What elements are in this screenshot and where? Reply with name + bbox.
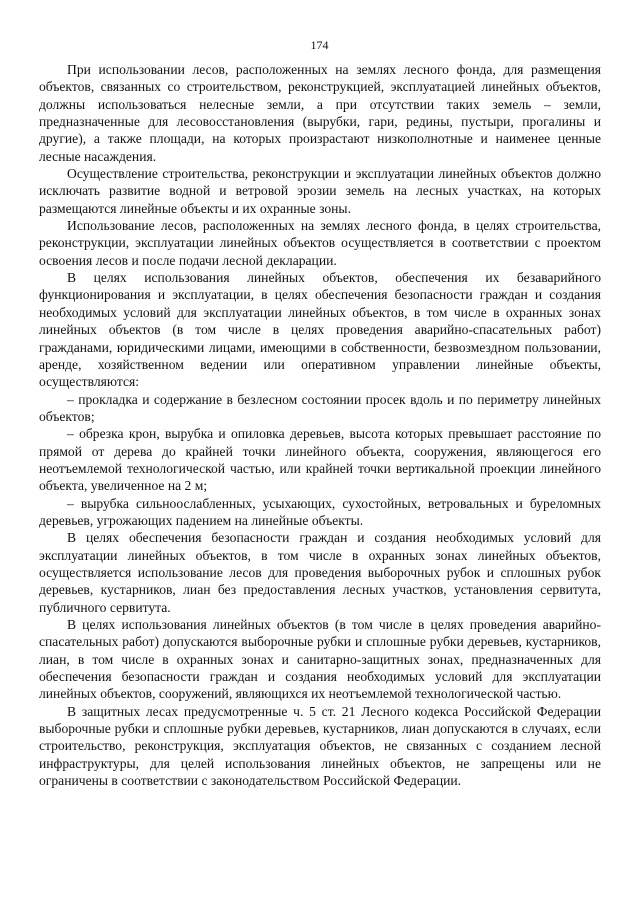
list-item: – прокладка и содержание в безлесном состоянии просек вдоль и по периметру линейных объектов; bbox=[39, 391, 601, 424]
paragraph: В защитных лесах предусмотренные ч. 5 ст. 21 Лесного кодекса Российской Федерации выборочные рубки и сплошные рубки деревьев, кустарников, лиан допускаются в случаях, если строительство, реконструкция, эксплуатация объектов, не связанных с созданием лесной инфраструктуры, для целей использования линейных объектов, не запрещены или не ограничены в соответствии с законодательством Российской Федерации. bbox=[39, 703, 601, 789]
paragraph: В целях использования линейных объектов (в том числе в целях проведения аварийно-спасательных работ) допускаются выборочные рубки и сплошные рубки деревьев, кустарников, лиан, в том числе в охранных зонах и санитарно-защитных зонах, предназначенных для обеспечения безопасности граждан и создания необходимых условий для эксплуатации линейных объектов, сооружений, являющихся их неотъемлемой технологической частью. bbox=[39, 617, 601, 702]
paragraph: В целях использования линейных объектов, обеспечения их безаварийного функционирования и эксплуатации, в целях обеспечения безопасности граждан и создания необходимых условий для эксплуатации линейных объектов, в том числе в охранных зонах линейных объектов (в том числе в целях проведения аварийно-спасательных работ) гражданами, юридическими лицами, имеющими в собственности, безвозмездном пользовании, аренде, хозяйственном ведении или оперативном управлении линейные объекты, осуществляются: bbox=[39, 270, 601, 390]
paragraph: Осуществление строительства, реконструкции и эксплуатации линейных объектов должно исключать развитие водной и ветровой эрозии земель на лесных участках, на которых размещаются линейные объекты и их охранные зоны. bbox=[39, 166, 601, 216]
list-item: – вырубка сильноослабленных, усыхающих, сухостойных, ветровальных и буреломных деревьев, угрожающих падением на линейные объекты. bbox=[39, 495, 601, 528]
page-number: 174 bbox=[310, 38, 329, 52]
document-body bbox=[39, 61, 601, 789]
list-item: – обрезка крон, вырубка и опиловка деревьев, высота которых превышает расстояние по прямой от дерева до крайней точки линейного объекта, сооружения, являющегося его неотъемлемой технологической частью, или крайней точки вертикальной проекции линейного объекта, увеличенное на 2 м; bbox=[39, 426, 601, 494]
paragraph: В целях обеспечения безопасности граждан и создания необходимых условий для эксплуатации линейных объектов, в том числе в охранных зонах линейных объектов, осуществляется использование лесов для проведения выборочных рубок и сплошных рубок деревьев, кустарников, лиан без предоставления лесных участков, установления сервитута, публичного сервитута. bbox=[39, 530, 601, 615]
paragraph: При использовании лесов, расположенных на землях лесного фонда, для размещения объектов, связанных со строительством, реконструкцией, эксплуатацией линейных объектов, должны использоваться нелесные земли, а при отсутствии таких земель – земли, предназначенные для лесовосстановления (вырубки, гари, редины, пустыри, прогалины и другие), а также площади, на которых произрастают низкополнотные и наименее ценные лесные насаждения. bbox=[39, 62, 601, 164]
paragraph: Использование лесов, расположенных на землях лесного фонда, в целях строительства, реконструкции, эксплуатации линейных объектов осуществляется в соответствии с проектом освоения лесов и после подачи лесной декларации. bbox=[39, 218, 601, 268]
